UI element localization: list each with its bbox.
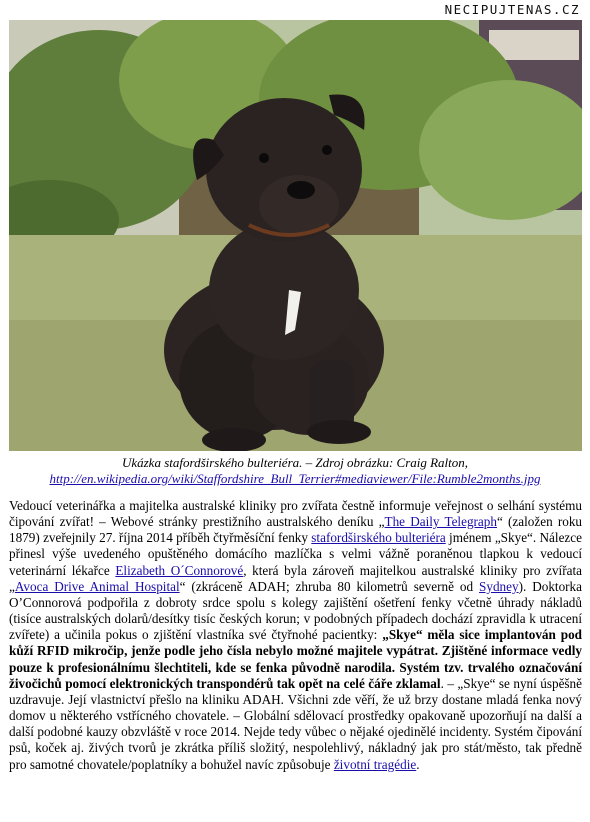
- article-body: [9, 498, 582, 773]
- dog-photo-icon: [9, 20, 582, 451]
- article-text: jménem „Skye“. Nálezce přinesl výše uvedeného opuštěného domácího mazlíčka s velmi vážně poraněnou tlapkou k vedoucí veterinární lékařce: [9, 530, 582, 578]
- dog-photo: [9, 20, 582, 451]
- caption-source-link[interactable]: http://en.wikipedia.org/wiki/Staffordshire_Bull_Terrier#mediaviewer/File:Rumble2months.jpg: [49, 471, 541, 486]
- link-sydney[interactable]: Sydney: [479, 578, 519, 594]
- article-text: .: [416, 756, 420, 772]
- article-text: “ (založen roku 1879) zveřejnily 27. října 2014 příběh čtyřměsíční fenky: [9, 514, 583, 546]
- article-bold-text: „Skye“ měla sice implantován pod kůží RFID mikročip, jenže podle jeho čísla nebylo možné majitele vypátrat. Zjištěné informace vedly pouze k profesionálnímu šlechtiteli, kde se fenka původně narodila. Systém tzv. trvalého označování živočichů pomocí elektronických transpondérů tak opět na celé čáře zklamal: [9, 627, 582, 691]
- article-text: Vedoucí veterinářka a majitelka australské kliniky pro zvířata čestně informuje veřejnost o selhání systému čipování zvířat! – Webové stránky prestižního australského deníku „: [9, 498, 582, 530]
- link-life-tragedies[interactable]: životní tragédie: [333, 756, 417, 772]
- link-daily-telegraph[interactable]: The Daily Telegraph: [384, 514, 497, 530]
- link-staffordshire-terrier[interactable]: stafordširského bulteriéra: [311, 530, 446, 546]
- link-avoca-drive-animal-hospital[interactable]: Avoca Drive Animal Hospital: [14, 578, 180, 594]
- link-elizabeth-oconnor[interactable]: Elizabeth O´Connorové: [115, 562, 244, 578]
- article-text: . – „Skye“ se nyní úspěšně uzdravuje. Její vlastnictví přešlo na kliniku ADAH. Všichni zde věří, že už brzy dostane mladá fenka nový domov u některého vstřícného chovatele. – Globální sdělovací prostředky opakovaně upozorňují na další a další podobné kauzy obzvláště v roce 2014. Nejde tedy vůbec o nějaké ojedinělé incidenty. Systém čipování psů, koček aj. živých tvorů je zkrátka příliš složitý, nespolehlivý, nákladný jak pro stát/město, tak předně pro samotné chovatele/poplatníky a bohužel navíc způsobuje: [9, 675, 583, 772]
- article-text: “ (zkráceně ADAH; zhruba 80 kilometrů severně od: [179, 578, 480, 594]
- article-text: , která byla zároveň majitelkou australské kliniky pro zvířata „: [9, 562, 582, 594]
- photo-caption: [0, 455, 590, 487]
- site-name: NECIPUJTENAS.CZ: [444, 2, 580, 17]
- caption-text: Ukázka stafordširského bulteriéra. – Zdroj obrázku: Craig Ralton,: [121, 455, 469, 470]
- article-text: ). Doktorka O’Connorová podpořila z dobroty srdce spolu s kolegy zajištění ošetření fenky včetně úhrady nákladů (tisíce australských dolarů/desítky tisíc českých korun; v podobných případech dochází zpravidla k utracení zvířete) a učinila pokus o zjištění vlastníka své čtyřnohé pacientky:: [9, 578, 583, 643]
